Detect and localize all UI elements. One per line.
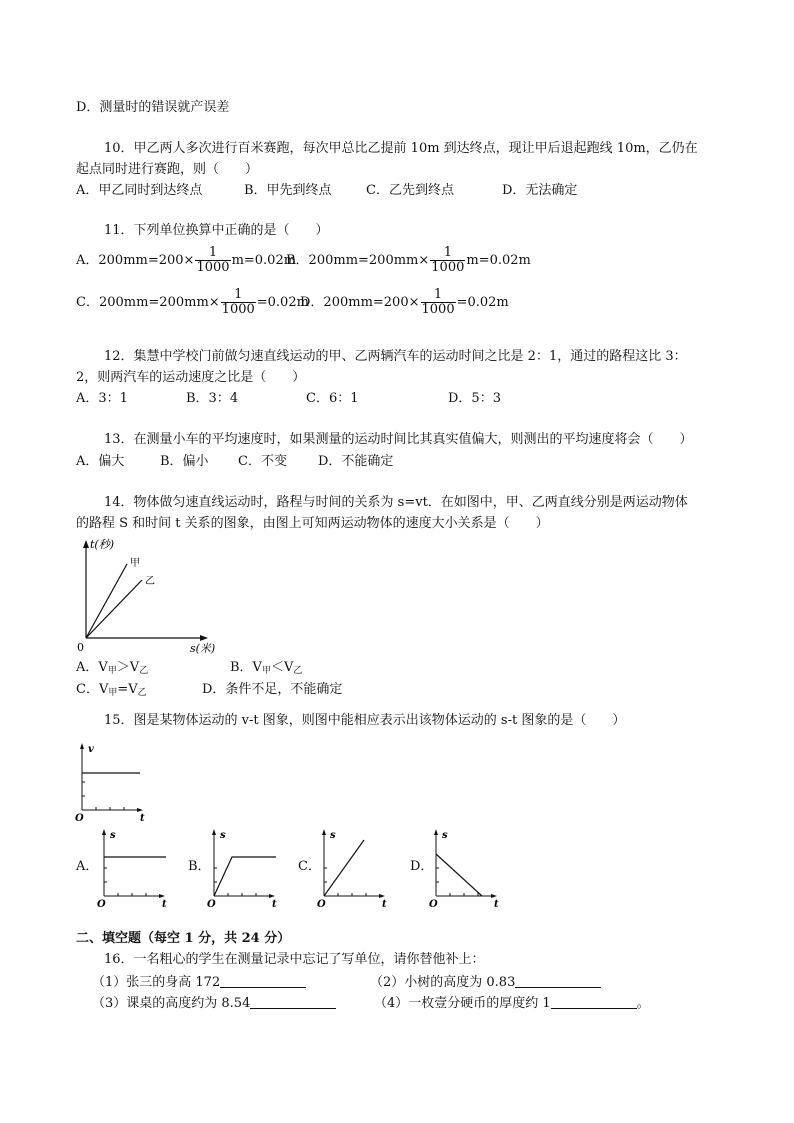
- q14-graph: [70, 534, 230, 656]
- q16-item-4-text: （4）一枚壹分硬币的厚度约 1: [374, 996, 551, 1011]
- q16-item-4: [374, 994, 650, 1013]
- q10-option-b: B．甲先到终点: [244, 183, 332, 198]
- q13-option-b: B．偏小: [160, 454, 209, 469]
- x-axis-arrow: [269, 894, 275, 898]
- x-axis-arrow: [379, 894, 385, 898]
- vt-origin: O: [75, 813, 84, 824]
- q15-label-d: D．: [410, 859, 434, 874]
- st-origin: O: [207, 899, 216, 910]
- fraction-numerator: 1: [195, 246, 230, 261]
- q15-graph-b: [206, 826, 288, 910]
- vt-y-label: v: [88, 744, 94, 755]
- q13-option-d: D．不能确定: [318, 454, 394, 469]
- graph-x-label: s(米): [190, 642, 216, 655]
- q11-option-c-pre: C．200mm=200mm×: [76, 295, 220, 310]
- st-origin: O: [317, 899, 326, 910]
- q14-option-b-mid: ＜V: [270, 660, 294, 675]
- q14-option-c: [76, 681, 147, 702]
- graph-origin: 0: [77, 641, 84, 654]
- q11-option-c-post: =0.02m: [256, 295, 309, 310]
- x-axis-arrow: [491, 894, 497, 898]
- fraction-numerator: 1: [221, 288, 256, 303]
- q11-option-d: [300, 288, 509, 317]
- graph-y-label: t(秒): [90, 538, 115, 551]
- subscript-yi: 乙: [293, 666, 303, 676]
- q11-option-b-pre: B．200mm=200mm×: [286, 253, 430, 268]
- q16-answer-blank-3[interactable]: [250, 994, 336, 1009]
- st-y-label: s: [442, 830, 448, 841]
- q15-stem: 15．图是某物体运动的 v-t 图象，则图中能相应表示出该物体运动的 s-t 图象的是（ ）: [104, 713, 626, 728]
- q11-option-a-pre: A．200mm=200×: [76, 253, 195, 268]
- q14-option-c-pre: C．V: [76, 682, 109, 697]
- x-axis-arrow: [159, 894, 165, 898]
- q15-vt-graph: [74, 740, 156, 824]
- fraction-numerator: 1: [430, 246, 465, 261]
- y-axis-arrow: [322, 829, 326, 835]
- q11-option-a: [76, 246, 296, 275]
- q10-option-a: A．甲乙同时到达终点: [76, 183, 203, 198]
- q16-item-3-text: （3）课桌的高度约为 8.54: [92, 996, 251, 1011]
- subscript-yi: 乙: [139, 666, 149, 676]
- fraction: [421, 288, 456, 317]
- subscript-jia: 甲: [261, 666, 271, 676]
- q16-stem: 16．一名粗心的学生在测量记录中忘记了写单位，请你替他补上：: [104, 952, 485, 967]
- section-title: 二、填空题（每空 1 分，共 24 分）: [76, 931, 291, 946]
- line-jia: [86, 564, 127, 638]
- q16-answer-blank-2[interactable]: [515, 973, 601, 988]
- q11-option-c: [76, 288, 309, 317]
- q14-option-d: D．条件不足，不能确定: [202, 682, 343, 697]
- st-y-label: s: [220, 830, 226, 841]
- q15-graph-a: [96, 826, 178, 910]
- q15-label-c: C．: [298, 859, 321, 874]
- q12-option-d: D．5：3: [448, 391, 501, 406]
- x-axis-arrow: [137, 808, 143, 812]
- q11-option-b-post: m=0.02m: [466, 253, 531, 268]
- q16-answer-blank-4[interactable]: [551, 994, 637, 1009]
- q10-option-d: D．无法确定: [502, 183, 578, 198]
- q15-label-b: B．: [188, 859, 211, 874]
- q16-item-4-end: 。: [636, 996, 650, 1011]
- st-origin: O: [429, 899, 438, 910]
- st-y-label: s: [110, 830, 116, 841]
- q11-option-b: [286, 246, 531, 275]
- y-axis-arrow: [83, 540, 89, 548]
- q12-option-a: A．3：1: [76, 391, 128, 406]
- fraction-numerator: 1: [421, 288, 456, 303]
- q13-stem: 13．在测量小车的平均速度时，如果测量的运动时间比其真实值偏大，则测出的平均速度将会（ ）: [104, 432, 693, 447]
- y-axis-arrow: [434, 829, 438, 835]
- q14-option-a-pre: A．V: [76, 660, 108, 675]
- q15-graph-d: [428, 826, 510, 910]
- q10-stem-line2: 起点同时进行赛跑，则（ ）: [76, 162, 259, 177]
- fraction: [221, 288, 256, 317]
- fraction: [195, 246, 230, 275]
- q11-option-d-pre: D．200mm=200×: [300, 295, 420, 310]
- q14-option-c-mid: =V: [117, 682, 138, 697]
- q11-stem: 11．下列单位换算中正确的是（ ）: [104, 223, 329, 238]
- q13-option-a: A．偏大: [76, 454, 125, 469]
- fraction-denominator: 1000: [421, 302, 455, 317]
- q14-option-a-mid: ＞V: [116, 660, 140, 675]
- q12-stem-line1: 12．集慧中学校门前做匀速直线运动的甲、乙两辆汽车的运动时间之比是 2：1，通过的路程这比 3：: [104, 349, 687, 364]
- q12-option-c: C．6：1: [306, 391, 359, 406]
- fraction-denominator: 1000: [196, 260, 230, 275]
- q10-stem-line1: 10．甲乙两人多次进行百米赛跑，每次甲总比乙提前 10m 到达终点，现让甲后退起跑线 10m，乙仍在: [104, 141, 698, 156]
- q14-option-a: [76, 659, 148, 680]
- q16-item-2-text: （2）小树的高度为 0.83: [370, 975, 516, 990]
- st-origin: O: [97, 899, 106, 910]
- subscript-jia: 甲: [107, 666, 117, 676]
- x-axis-arrow: [200, 635, 208, 641]
- q13-option-c: C．不变: [238, 454, 287, 469]
- st-x-label: t: [382, 899, 387, 910]
- label-jia: 甲: [130, 558, 140, 569]
- vt-x-label: t: [140, 813, 145, 824]
- q10-option-c: C．乙先到终点: [366, 183, 454, 198]
- subscript-yi: 乙: [137, 688, 147, 698]
- label-yi: 乙: [145, 576, 155, 587]
- st-x-label: t: [272, 899, 277, 910]
- q16-item-2: [370, 973, 601, 992]
- q16-item-1-text: （1）张三的身高 172: [92, 975, 221, 990]
- q15-label-a: A．: [76, 859, 99, 874]
- q12-stem-line2: 2，则两汽车的运动速度之比是（ ）: [76, 370, 306, 385]
- y-axis-arrow: [102, 829, 106, 835]
- st-y-label: s: [330, 830, 336, 841]
- q16-item-1: [92, 973, 306, 992]
- q14-stem-line1: 14．物体做匀速直线运动时，路程与时间的关系为 s=vt．在如图中，甲、乙两直线分别是两运动物体: [104, 495, 688, 510]
- q16-item-3: [92, 994, 336, 1013]
- q15-graph-c: [316, 826, 398, 910]
- q16-answer-blank-1[interactable]: [220, 973, 306, 988]
- y-axis-arrow: [80, 743, 84, 749]
- q14-stem-line2: 的路程 S 和时间 t 关系的图象，由图上可知两运动物体的速度大小关系是（ ）: [76, 516, 549, 531]
- q14-option-b-pre: B．V: [230, 660, 262, 675]
- q11-option-d-post: =0.02m: [456, 295, 509, 310]
- q14-option-b: [230, 659, 302, 680]
- st-x-label: t: [162, 899, 167, 910]
- st-line: [324, 840, 364, 896]
- fraction: [430, 246, 465, 275]
- subscript-jia: 甲: [108, 688, 118, 698]
- q9-option-d: D．测量时的错误就产误差: [76, 100, 230, 115]
- y-axis-arrow: [212, 829, 216, 835]
- st-line: [436, 854, 482, 896]
- fraction-denominator: 1000: [221, 302, 255, 317]
- q11-option-a-post: m=0.02m: [231, 253, 297, 268]
- st-line: [214, 857, 276, 896]
- fraction-denominator: 1000: [431, 260, 465, 275]
- st-x-label: t: [494, 899, 499, 910]
- q12-option-b: B．3：4: [186, 391, 239, 406]
